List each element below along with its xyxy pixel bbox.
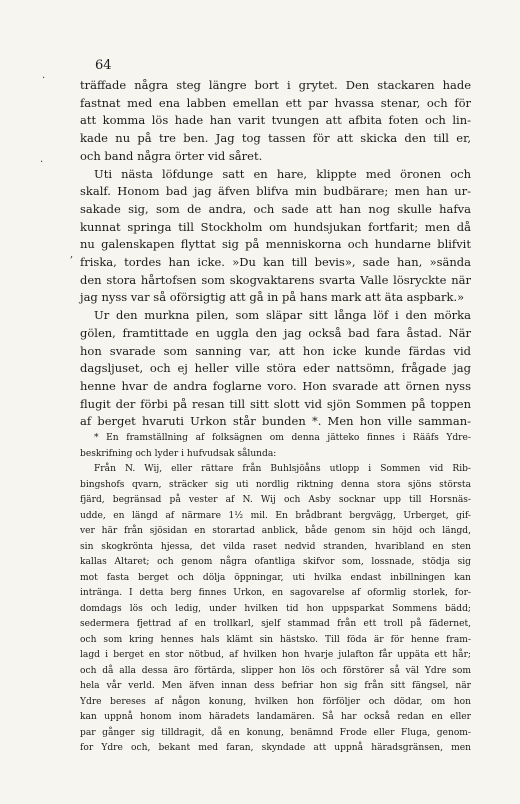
footnote-line: mot fasta berget och dölja öppningar, uti hvilka endast inbillningen kan [80,572,471,583]
body-line: fastnat med ena labben emellan ett par hvassa stenar, och för [80,95,471,110]
body-text [80,77,471,431]
footnote-line: fjärd, begränsad på vester af N. Wij och Asby socknar upp till Horsnäs- [80,495,471,505]
body-line: Ur den murkna pilen, som släpar sitt långa löf i den mörka [94,308,471,323]
footnote-line: hela vår verld. Men äfven innan dess befriar hon sig från sitt fängsel, när [80,681,471,691]
body-line: af berget hvaruti Urkon står bunden *. Men hon ville samman- [80,414,471,429]
body-line: och band några örter vid såret. [80,148,263,163]
footnote-line: kallas Altaret; och genom några ofantliga skifvor som, lossnade, stödja sig [80,557,471,567]
body-line: hon svarade som sanning var, att hon icke kunde färdas vid [80,343,471,358]
margin-mark: . [40,154,44,165]
footnote-line: beskrifning och lyder i hufvudsak sålunda: [80,448,277,459]
body-line: att komma lös hade han varit tvungen att afbita foten och lin- [80,113,471,128]
page-number: 64 [95,58,112,73]
body-line: friska, tordes han icke. »Du kan till bevis», sade han, »sända [80,255,471,270]
footnote-line: och då alla dessa äro förtärda, slipper hon lös och förstörer så väl Ydre som [80,665,471,676]
footnote-line: domdags lös och ledig, under hvilken tid hon uppsparkat Sommens bädd; [80,603,471,614]
footnote-line: bingshofs qvarn, sträcker sig uti nordlig riktning denna stora sjöns största [80,479,471,490]
footnote-line: * En framställning af folksägnen om denna jätteko finnes i Rääfs Ydre- [94,433,471,443]
margin-mark: . [42,70,46,81]
footnote-line: par gånger sig tilldragit, då en konung, benämnd Frode eller Fluga, genom- [80,727,471,738]
body-line: Uti nästa löfdunge satt en hare, klippte med öronen och [94,166,471,181]
body-line: kunnat springa till Stockholm om hundsjukan fortfarit; men då [80,219,471,234]
footnote-line: sin skogkrönta hjessa, det vilda raset nedvid stranden, hvaribland en sten [80,541,471,552]
body-line: sakade sig, som de andra, och sade att han nog skulle hafva [80,201,471,216]
footnote-line: Från N. Wij, eller rättare från Buhlsjöåns utlopp i Sommen vid Rib- [94,464,471,474]
body-line: den stora hårtofsen som skogvaktarens svarta Valle lösryckte när [80,272,471,287]
body-line: dagsljuset, och ej heller ville störa eder nattsömn, frågade jag [80,361,471,376]
body-line: nu galenskapen flyttat sig på menniskorna och hundarne blifvit [80,237,471,252]
body-line: flugit der förbi på resan till sitt slott vid sjön Sommen på toppen [80,396,471,411]
body-line: träffade några steg längre bort i grytet. Den stackaren hade [80,78,471,92]
footnote-line: och som kring hennes hals klämt sin hästsko. Till föda är för henne fram- [80,634,471,645]
body-line: kade nu på tre ben. Jag tog tassen för att skicka den till er, [80,131,471,146]
footnote-line: kan uppnå honom inom häradets landamären. Så har också redan en eller [80,712,471,722]
footnote-line: udde, en längd af närmare 1½ mil. En brådbrant bergvägg, Urberget, gif- [80,510,471,521]
footnote-line: Ydre bereses af någon konung, hvilken hon förföljer och dödar, om hon [80,696,471,707]
footnote-line: for Ydre och, bekant med faran, skyndade att uppnå häradsgränsen, men [80,743,471,753]
footnote-line: inträngа. I detta berg finnes Urkon, en sagovarelse af oformlig storlek, for- [80,588,471,598]
margin-mark: , [70,249,74,260]
body-line: jag nyss var så oförsigtig att gå in på hans mark att äta aspbark.» [80,290,465,305]
body-line: gölen, framtittade en uggla den jag också bad fara åstad. När [80,325,471,340]
footnote-line: sedermera fjettrad af en trollkarl, sjelf stammad från ett troll på fädernet, [80,619,471,629]
body-line: skalf. Honom bad jag äfven blifva min budbärare; men han ur- [80,184,471,199]
footnote [80,431,471,757]
footnote-line: ver här från sjösidan en storartad anblick, både genom sin höjd och längd, [80,526,471,536]
body-line: henne hvar de andra foglarne voro. Hon svarade att örnen nyss [80,378,471,393]
footnote-line: lagd i berget en stor nötbud, af hvilken hon hvarje julafton får uppäta ett hår; [80,650,471,660]
